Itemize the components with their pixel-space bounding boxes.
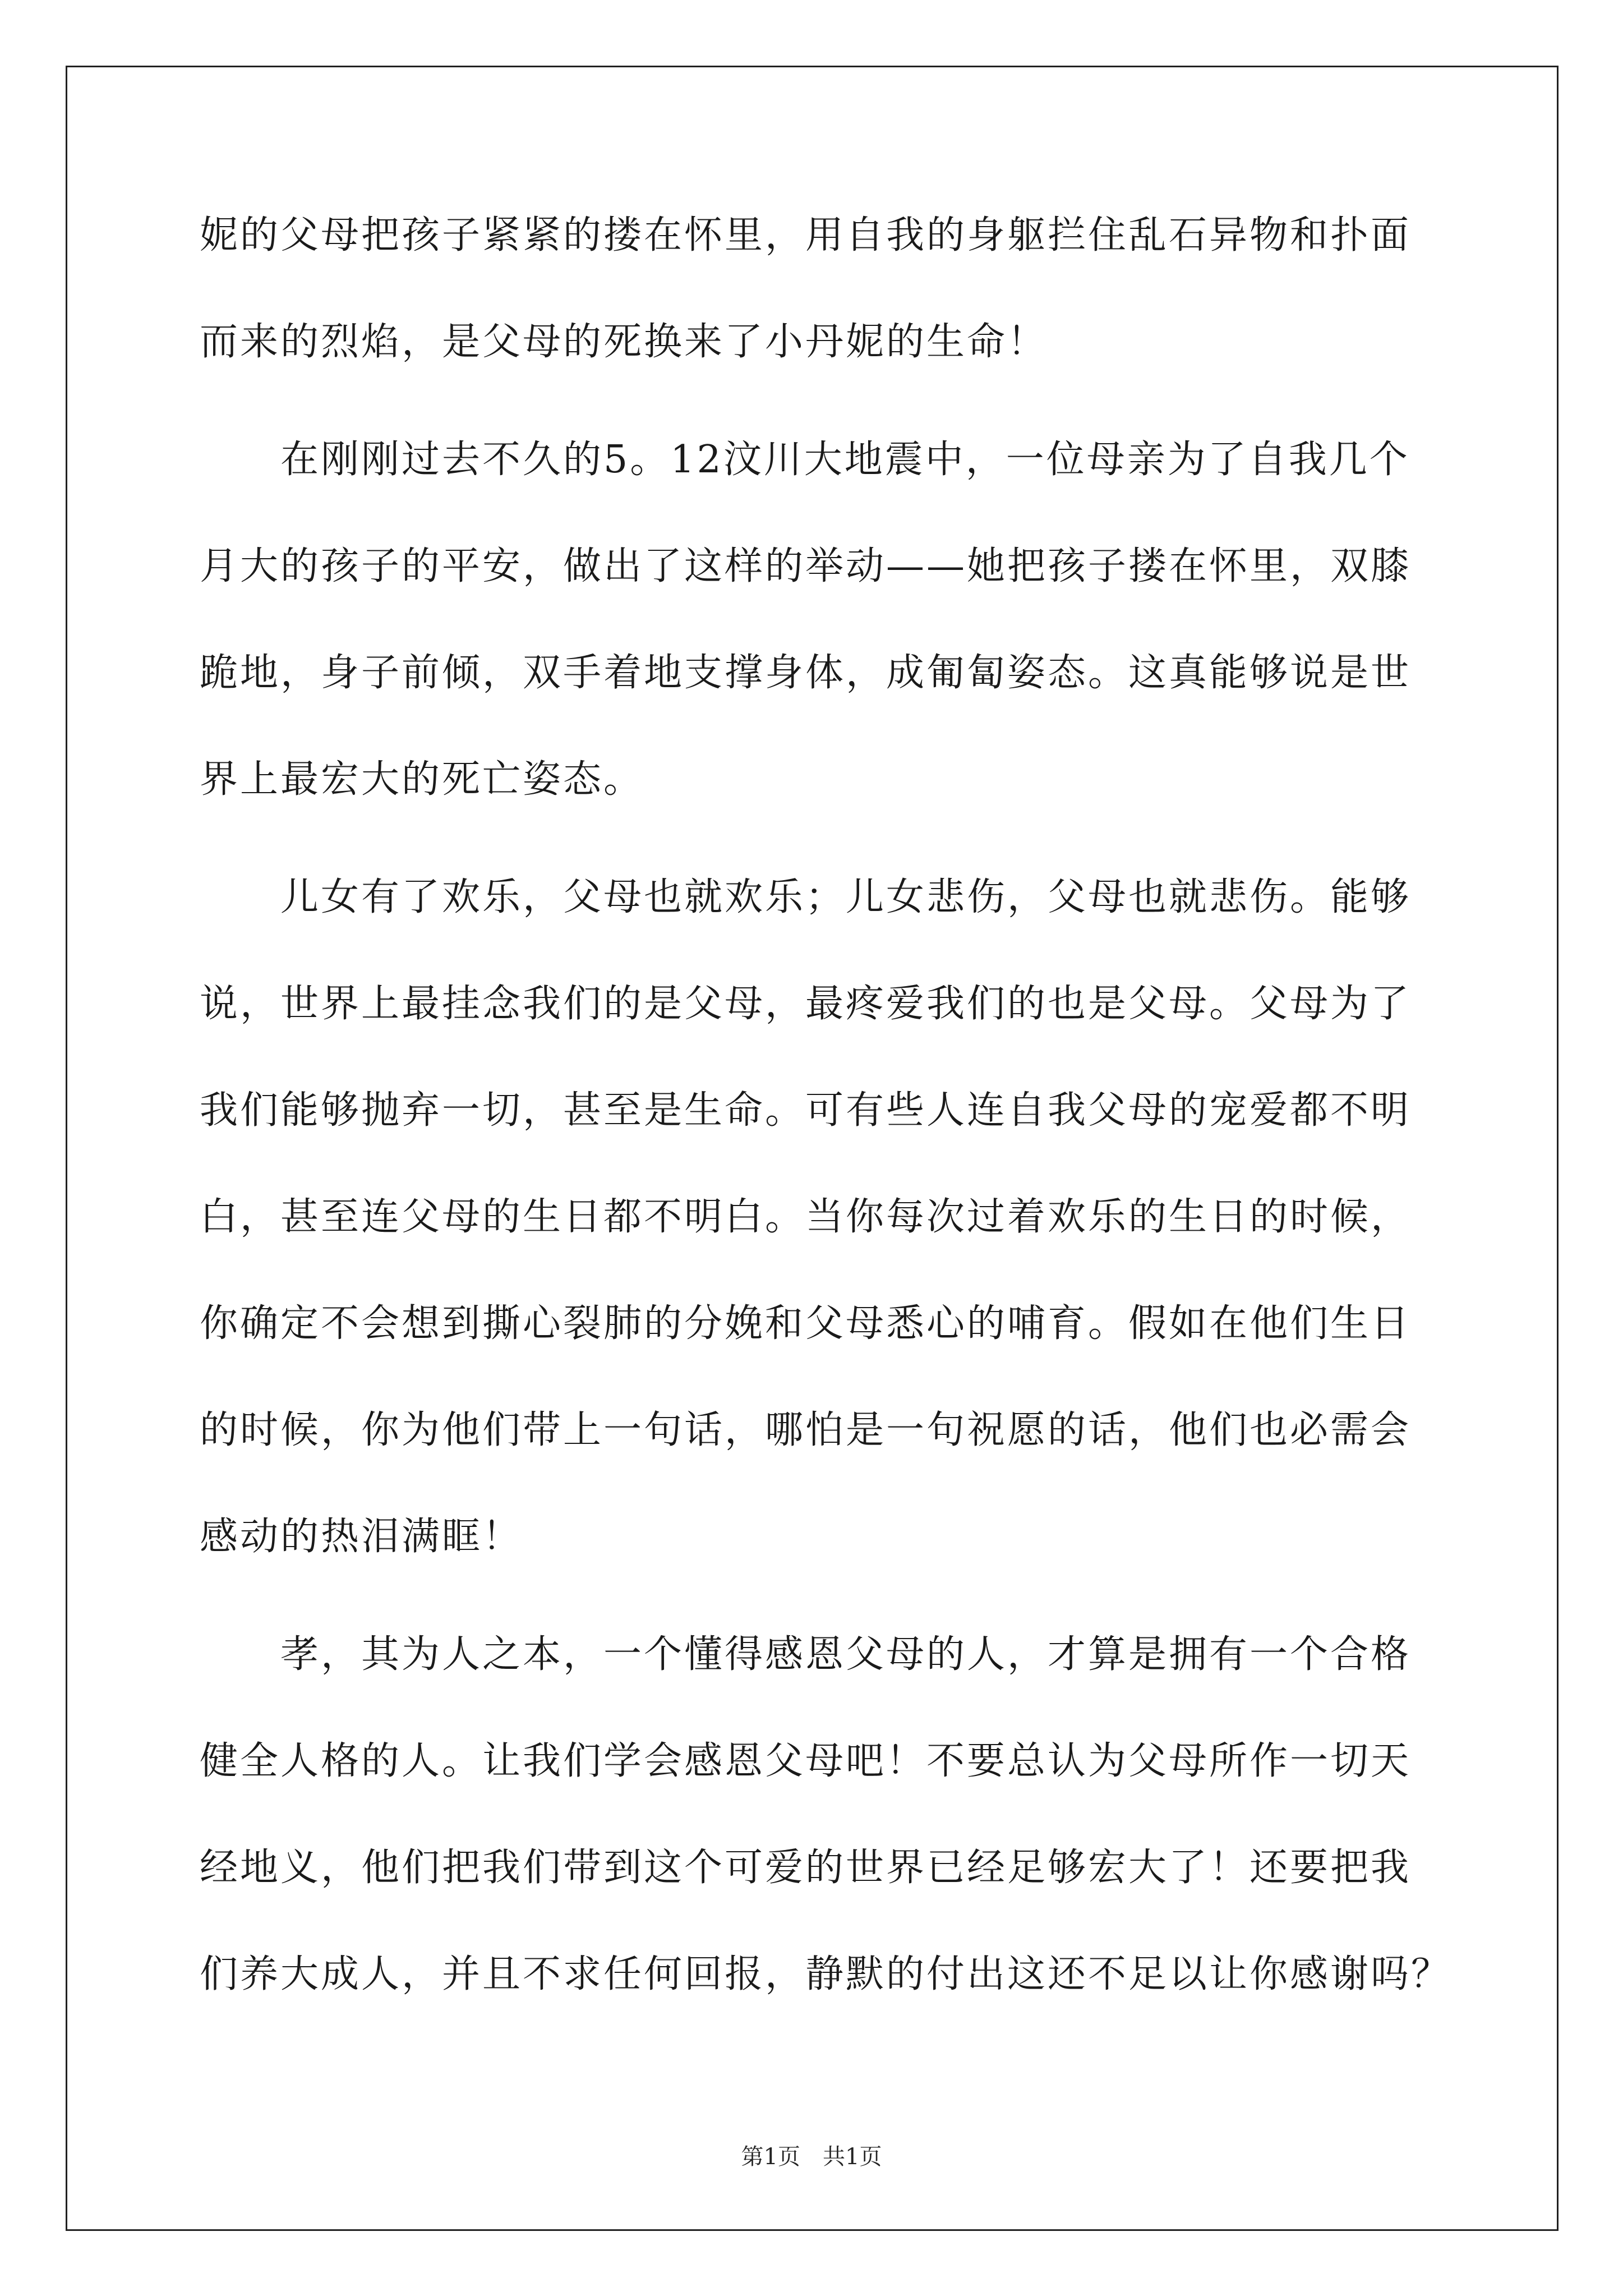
text-line: 们养大成人，并且不求任何回报，静默的付出这还不足以让你感谢吗？ bbox=[200, 1952, 1452, 1996]
text-line: 妮的父母把孩子紧紧的搂在怀里，用自我的身躯拦住乱石异物和扑面 bbox=[200, 213, 1412, 257]
text-line: 而来的烈焰，是父母的死换来了小丹妮的生命！ bbox=[200, 320, 1048, 364]
text-line: 感动的热泪满眶！ bbox=[200, 1515, 523, 1559]
text-line: 你确定不会想到撕心裂肺的分娩和父母悉心的哺育。假如在他们生日 bbox=[200, 1301, 1412, 1346]
text-line: 我们能够抛弃一切，甚至是生命。可有些人连自我父母的宠爱都不明 bbox=[200, 1088, 1412, 1133]
text-line: 月大的孩子的平安，做出了这样的举动——她把孩子搂在怀里，双膝 bbox=[200, 544, 1412, 588]
text-line: 跪地，身子前倾，双手着地支撑身体，成匍匐姿态。这真能够说是世 bbox=[200, 651, 1412, 695]
text-line: 说，世界上最挂念我们的是父母，最疼爱我们的也是父母。父母为了 bbox=[200, 982, 1412, 1026]
text-line: 孝，其为人之本，一个懂得感恩父母的人，才算是拥有一个合格 bbox=[200, 1632, 1412, 1677]
text-line: 白，甚至连父母的生日都不明白。当你每次过着欢乐的生日的时候， bbox=[200, 1195, 1412, 1239]
text-line: 儿女有了欢乐，父母也就欢乐；儿女悲伤，父母也就悲伤。能够 bbox=[200, 875, 1412, 919]
text-line: 的时候，你为他们带上一句话，哪怕是一句祝愿的话，他们也必需会 bbox=[200, 1408, 1412, 1452]
text-line: 健全人格的人。让我们学会感恩父母吧！不要总认为父母所作一切天 bbox=[200, 1739, 1412, 1783]
page-number: 第1页 共1页 bbox=[741, 2144, 882, 2170]
text-line: 在刚刚过去不久的5。12汶川大地震中，一位母亲为了自我几个 bbox=[200, 438, 1410, 482]
page-border bbox=[66, 66, 1559, 2231]
text-line: 界上最宏大的死亡姿态。 bbox=[200, 757, 644, 802]
text-line: 经地义，他们把我们带到这个可爱的世界已经足够宏大了！还要把我 bbox=[200, 1846, 1412, 1890]
